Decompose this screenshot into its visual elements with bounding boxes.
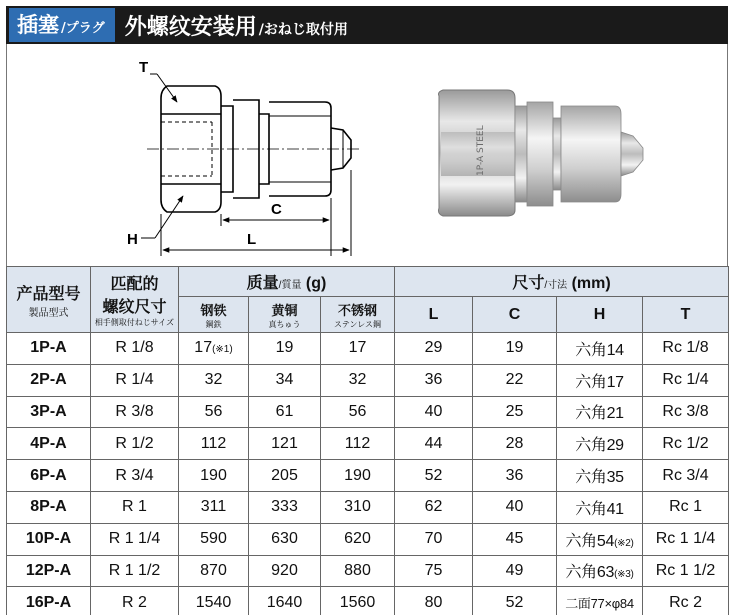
header-dim-t: T [643,297,729,333]
cell-thread: R 2 [91,587,179,615]
cell-thread: R 1/2 [91,428,179,460]
cell-thread: R 1/4 [91,364,179,396]
header-dim-h: H [557,297,643,333]
table-row [7,491,729,523]
cell-model: 1P-A [7,333,91,365]
table-row [7,428,729,460]
cell-dim-h: 六角63(※3) [557,555,643,587]
page-title-main: 外螺纹安装用 [124,14,257,40]
cell-dim-c: 28 [473,428,557,460]
cell-dim-c: 25 [473,396,557,428]
table-row [7,587,729,615]
cell-mass-brass: 121 [249,428,321,460]
cell-dim-l: 75 [395,555,473,587]
cell-dim-h: 六角35 [557,460,643,492]
cell-dim-l: 80 [395,587,473,615]
cell-mass-steel: 32 [179,364,249,396]
cell-mass-brass: 630 [249,523,321,555]
cell-dim-l: 44 [395,428,473,460]
category-tag [9,8,115,42]
category-tag-main: 插塞 [17,13,59,37]
footnote-mark: (※3) [614,569,634,581]
cell-dim-c: 49 [473,555,557,587]
table-row [7,555,729,587]
cell-mass-stainless: 1560 [321,587,395,615]
cell-model: 12P-A [7,555,91,587]
cell-mass-stainless: 56 [321,396,395,428]
header-thread-size: 匹配的 螺纹尺寸 相手側取付ねじサイズ [91,267,179,333]
cell-dim-l: 52 [395,460,473,492]
cell-mass-stainless: 17 [321,333,395,365]
dim-label-l: L [247,231,257,248]
footnote-mark: (※1) [212,344,233,356]
spec-table-body [7,333,729,615]
cell-dim-t: Rc 1/8 [643,333,729,365]
table-row [7,396,729,428]
cell-dim-h: 六角54(※2) [557,523,643,555]
product-figure [6,44,728,266]
cell-dim-c: 19 [473,333,557,365]
page-title-sub: /おねじ取付用 [258,21,348,38]
cell-mass-stainless: 190 [321,460,395,492]
cell-dim-h: 六角29 [557,428,643,460]
cell-thread: R 3/8 [91,396,179,428]
cell-model: 2P-A [7,364,91,396]
cell-dim-l: 70 [395,523,473,555]
cell-model: 4P-A [7,428,91,460]
technical-drawing [7,44,727,266]
dim-label-c: C [271,201,282,218]
cell-mass-brass: 205 [249,460,321,492]
cell-dim-c: 40 [473,491,557,523]
cell-dim-t: Rc 3/4 [643,460,729,492]
product-photo [439,90,644,216]
cell-mass-steel: 590 [179,523,249,555]
header-mass-brass: 黄铜 真ちゅう [249,297,321,333]
cell-dim-h: 六角17 [557,364,643,396]
cell-thread: R 3/4 [91,460,179,492]
cell-mass-steel: 112 [179,428,249,460]
header-dim-l: L [395,297,473,333]
header-model: 产品型号 製品型式 [7,267,91,333]
cell-dim-c: 22 [473,364,557,396]
cell-mass-brass: 1640 [249,587,321,615]
cell-mass-steel: 1540 [179,587,249,615]
cell-thread: R 1/8 [91,333,179,365]
plug-line-drawing [147,86,359,212]
cell-mass-brass: 920 [249,555,321,587]
table-row [7,333,729,365]
cell-model: 10P-A [7,523,91,555]
table-row [7,523,729,555]
cell-dim-c: 52 [473,587,557,615]
category-tag-sub: /プラグ [61,21,105,36]
header-mass-steel: 钢铁 鋼鉄 [179,297,249,333]
cell-dim-t: Rc 1/2 [643,428,729,460]
cell-mass-stainless: 620 [321,523,395,555]
cell-model: 3P-A [7,396,91,428]
cell-dim-h: 六角41 [557,491,643,523]
cell-mass-steel: 17(※1) [179,333,249,365]
cell-dim-t: Rc 3/8 [643,396,729,428]
cell-dim-l: 29 [395,333,473,365]
cell-dim-l: 40 [395,396,473,428]
cell-model: 6P-A [7,460,91,492]
header-dimensions: 尺寸/寸法 (mm) [395,267,729,297]
table-row [7,364,729,396]
cell-model: 16P-A [7,587,91,615]
cell-dim-h: 二面77×φ84 [557,587,643,615]
cell-mass-stainless: 32 [321,364,395,396]
cell-model: 8P-A [7,491,91,523]
cell-mass-steel: 870 [179,555,249,587]
footnote-mark: (※2) [614,537,634,549]
header-mass-stainless: 不锈钢 ステンレス鋼 [321,297,395,333]
cell-dim-t: Rc 1 1/4 [643,523,729,555]
cell-mass-stainless: 310 [321,491,395,523]
header-mass: 质量/質量 (g) [179,267,395,297]
cell-dim-t: Rc 1 [643,491,729,523]
spec-table [6,266,729,615]
header-dim-c: C [473,297,557,333]
cell-mass-brass: 61 [249,396,321,428]
cell-mass-brass: 34 [249,364,321,396]
cell-mass-brass: 19 [249,333,321,365]
cell-dim-l: 62 [395,491,473,523]
cell-dim-c: 45 [473,523,557,555]
cell-dim-t: Rc 1 1/2 [643,555,729,587]
dim-label-h: H [127,231,138,248]
dim-label-t: T [139,59,149,76]
cell-mass-brass: 333 [249,491,321,523]
cell-mass-stainless: 112 [321,428,395,460]
cell-dim-c: 36 [473,460,557,492]
cell-thread: R 1 1/2 [91,555,179,587]
cell-mass-steel: 311 [179,491,249,523]
table-row [7,460,729,492]
cell-thread: R 1 1/4 [91,523,179,555]
cell-mass-stainless: 880 [321,555,395,587]
cell-dim-h: 六角21 [557,396,643,428]
cell-dim-t: Rc 1/4 [643,364,729,396]
cell-dim-h: 六角14 [557,333,643,365]
cell-dim-t: Rc 2 [643,587,729,615]
cell-dim-l: 36 [395,364,473,396]
cell-mass-steel: 190 [179,460,249,492]
cell-mass-steel: 56 [179,396,249,428]
header-bar [6,6,728,44]
page-title [125,10,348,41]
cell-thread: R 1 [91,491,179,523]
photo-engraving: 1P-A STEEL [476,125,486,176]
